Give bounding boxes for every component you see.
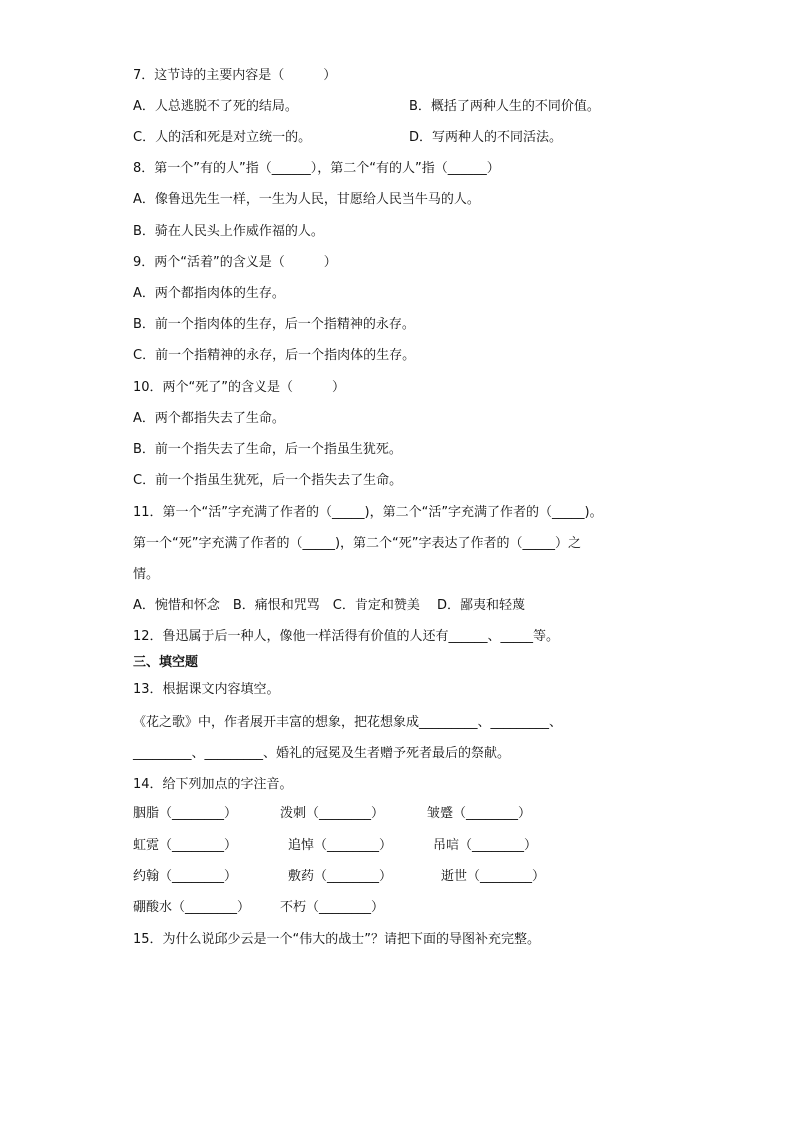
- q11-line2: 第一个“死”字充满了作者的（_____)，第二个“死”字表达了作者的（_____）之: [133, 536, 582, 551]
- q15-stem: 15．为什么说邱少云是一个“伟大的战士”？请把下面的导图补充完整。: [133, 932, 541, 947]
- q11-line1: 11．第一个“活”字充满了作者的（_____)，第二个“活”字充满了作者的（_____)。: [133, 505, 603, 520]
- q7-option-b: B．概括了两种人生的不同价值。: [409, 99, 600, 114]
- q12-stem: 12．鲁迅属于后一种人，像他一样活得有价值的人还有______、_____等。: [133, 629, 560, 644]
- q10-option-c: C．前一个指虽生犹死，后一个指失去了生命。: [133, 473, 403, 488]
- q14-item: 皱蹙（________）: [427, 806, 532, 821]
- q14-item: 吊唁（________）: [433, 838, 538, 853]
- q13-line2: _________、_________、婚礼的冠冕及生者赠予死者最后的祭献。: [133, 746, 511, 761]
- q9-option-b: B．前一个指肉体的生存，后一个指精神的永存。: [133, 317, 415, 332]
- q7-stem: 7．这节诗的主要内容是（ ）: [133, 68, 337, 83]
- q10-stem: 10．两个“死了”的含义是（ ）: [133, 380, 346, 395]
- q14-item: 不朽（________）: [280, 900, 385, 915]
- q7-option-a: A．人总逃脱不了死的结局。: [133, 99, 298, 114]
- q13-stem: 13．根据课文内容填空。: [133, 682, 280, 697]
- q8-option-a: A．像鲁迅先生一样，一生为人民，甘愿给人民当牛马的人。: [133, 192, 480, 207]
- q14-item: 泼刺（________）: [280, 806, 385, 821]
- q8-option-b: B．骑在人民头上作威作福的人。: [133, 224, 324, 239]
- q14-item: 追悼（________）: [288, 838, 393, 853]
- q9-stem: 9．两个“活着”的含义是（ ）: [133, 255, 337, 270]
- q9-option-c: C．前一个指精神的永存，后一个指肉体的生存。: [133, 348, 416, 363]
- q11-options: A．惋惜和怀念 B．痛恨和咒骂 C．肯定和赞美 D．鄙夷和轻蔑: [133, 598, 526, 613]
- q7-option-d: D．写两种人的不同活法。: [409, 130, 563, 145]
- section-heading-fill-in: 三、填空题: [133, 655, 199, 670]
- q14-item: 硼酸水（________）: [133, 900, 251, 915]
- q7-option-c: C．人的活和死是对立统一的。: [133, 130, 312, 145]
- q11-line3: 情。: [133, 567, 160, 582]
- q14-item: 敷药（________）: [288, 869, 393, 884]
- q10-option-b: B．前一个指失去了生命，后一个指虽生犹死。: [133, 442, 402, 457]
- q14-item: 虹霓（________）: [133, 838, 238, 853]
- q13-line1: 《花之歌》中，作者展开丰富的想象，把花想象成_________、_________、: [133, 715, 563, 730]
- q14-stem: 14．给下列加点的字注音。: [133, 777, 293, 792]
- q10-option-a: A．两个都指失去了生命。: [133, 411, 285, 426]
- q8-stem: 8．第一个”有的人”指（______），第二个“有的人”指（______）: [133, 161, 500, 176]
- q14-item: 胭脂（________）: [133, 806, 238, 821]
- q14-item: 逝世（________）: [441, 869, 546, 884]
- q9-option-a: A．两个都指肉体的生存。: [133, 286, 285, 301]
- q14-item: 约翰（________）: [133, 869, 238, 884]
